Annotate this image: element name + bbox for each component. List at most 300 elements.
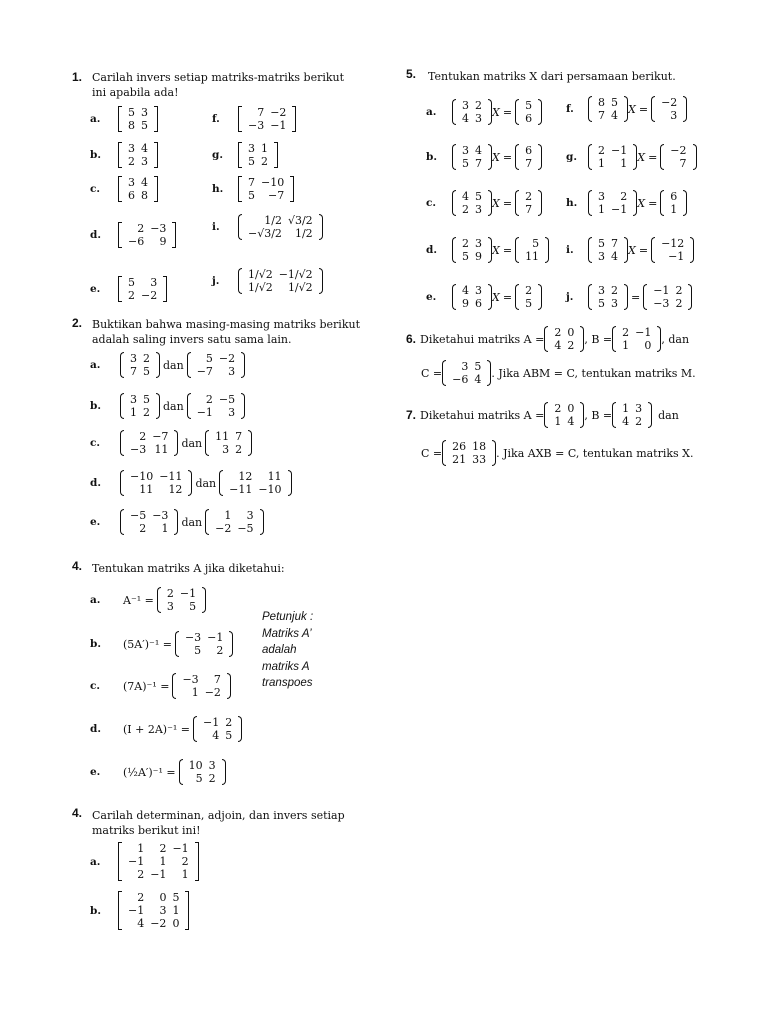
matrix-grid [125, 106, 151, 132]
matrix-row [125, 289, 160, 302]
matrix-entry: 3 [598, 283, 605, 297]
matrix-row [667, 203, 680, 216]
bracket-left [588, 144, 592, 170]
matrix-entry: −2 [204, 685, 221, 699]
matrix-entry: 8 [141, 188, 148, 202]
matrix-grid [459, 237, 485, 263]
matrix-2d-right [219, 470, 291, 496]
matrix-row [125, 842, 192, 855]
matrix-entry: 5 [598, 296, 605, 310]
matrix-row [595, 109, 621, 122]
bracket-left [187, 393, 191, 419]
matrix-entry: 2 [598, 143, 605, 157]
matrix-grid [200, 716, 235, 742]
problem-1h: h. 7 −10 5 −7 [212, 176, 294, 202]
matrix-row [522, 99, 535, 112]
matrix-entry: −1 [611, 143, 628, 157]
matrix-row [182, 644, 226, 657]
bracket-left [205, 430, 209, 456]
matrix-entry: −2 [215, 521, 232, 535]
matrix-grid [459, 144, 485, 170]
bracket-left [238, 214, 242, 240]
matrix-row [164, 587, 199, 600]
matrix-entry: 3 [461, 359, 469, 373]
matrix-row [619, 402, 645, 415]
bracket-left [118, 276, 122, 302]
matrix-grid [125, 142, 151, 168]
matrix-row [650, 297, 685, 310]
matrix-grid [551, 402, 577, 428]
matrix-entry: 21 [452, 452, 467, 466]
matrix-entry: 7 [248, 175, 255, 189]
problem-1e: e. 5 3 2 −2 [90, 276, 167, 302]
problem-5g: g. 2 −1 1 1 X = −2 7 [566, 144, 697, 170]
matrix-entry: 5 [143, 392, 150, 406]
matrix-row [125, 855, 192, 868]
matrix-entry: −5 [237, 521, 254, 535]
matrix-entry: 2 [139, 429, 147, 443]
result-5b [515, 144, 542, 170]
bracket-left [175, 631, 179, 657]
matrix-row [212, 443, 245, 456]
matrix-row [667, 144, 689, 157]
bracket-left [238, 142, 242, 168]
matrix-row [186, 772, 219, 785]
matrix-row [522, 144, 535, 157]
bracket-right [188, 470, 192, 496]
matrix-entry: 4 [462, 189, 469, 203]
matrix-5a [452, 99, 492, 125]
bracket-left [612, 326, 616, 352]
matrix-row [522, 297, 535, 310]
bracket-left [172, 673, 176, 699]
bracket-right [648, 402, 652, 428]
matrix-entry: 2 [675, 296, 683, 310]
matrix-entry: −3 [184, 630, 202, 644]
matrix-entry: −5 [130, 508, 147, 522]
problem-4a-a: a. A⁻¹ = 2 −1 3 5 [90, 587, 206, 613]
bracket-left [120, 470, 124, 496]
bracket-left [118, 222, 122, 248]
problem-4b-b: b. 2 0 5 −1 3 1 4 −2 0 [90, 891, 189, 930]
matrix-row [127, 522, 171, 535]
bracket-left [515, 144, 519, 170]
matrix-grid [459, 284, 485, 310]
matrix-entry: 3 [141, 105, 148, 119]
problem-4a-number: 4. [72, 559, 83, 573]
matrix-entry: 3 [228, 364, 236, 378]
matrix-entry: 5 [195, 771, 203, 785]
matrix-entry: 7 [525, 202, 533, 216]
bracket-left [238, 268, 242, 294]
bracket-right [227, 673, 231, 699]
matrix-grid [245, 106, 289, 132]
matrix-entry: 2 [567, 338, 575, 352]
problem-1i: i. 1/2 √3/2 −√3/2 1/2 [212, 214, 323, 240]
problem-5a: a. 3 2 4 3 X = 5 6 [426, 99, 542, 125]
bracket-left [219, 470, 223, 496]
matrix-row [127, 365, 153, 378]
matrix-entry: −1 [668, 249, 685, 263]
bracket-left [118, 842, 122, 881]
matrix-entry: 6 [525, 111, 533, 125]
problem-4a-d: d. (I + 2A)⁻¹ = −1 2 4 5 [90, 716, 242, 742]
bracket-left [442, 360, 446, 386]
hint-line-4: matriks A [262, 660, 310, 673]
bracket-right [156, 352, 160, 378]
matrix-row [245, 176, 287, 189]
matrix-grid [595, 190, 630, 216]
bracket-right [319, 214, 323, 240]
matrix-entry: 2 [611, 283, 618, 297]
matrix-entry: 11 [215, 429, 230, 443]
matrix-row [127, 406, 153, 419]
matrix-grid [522, 237, 542, 263]
matrix-7-C [442, 440, 496, 466]
matrix-row [522, 250, 542, 263]
matrix-entry: 9 [462, 296, 469, 310]
matrix-grid [194, 352, 238, 378]
problem-4b-line-1: Carilah determinan, adjoin, dan invers setiap [92, 809, 345, 822]
matrix-entry: 1 [622, 401, 630, 415]
matrix-grid [595, 284, 621, 310]
hint-line-3: adalah [262, 644, 297, 656]
matrix-grid [182, 631, 226, 657]
matrix-grid [522, 190, 535, 216]
matrix-1a [118, 106, 158, 132]
problem-7-number: 7. [406, 408, 417, 422]
matrix-entry: −5 [218, 392, 236, 406]
problem-6-number: 6. [406, 332, 417, 346]
matrix-entry: −12 [661, 236, 685, 250]
bracket-right [154, 142, 158, 168]
matrix-grid [658, 96, 680, 122]
matrix-row [194, 393, 238, 406]
matrix-4a-d [193, 716, 242, 742]
matrix-grid [245, 176, 287, 202]
matrix-entry: 2 [462, 202, 469, 216]
matrix-entry: 2 [462, 236, 469, 250]
matrix-entry: −7 [152, 429, 169, 443]
problem-1b: b. 3 4 2 3 [90, 142, 158, 168]
matrix-entry: 3 [475, 283, 482, 297]
bracket-left [612, 402, 616, 428]
matrix-row [459, 190, 485, 203]
matrix-row [245, 119, 289, 132]
matrix-entry: 5 [143, 364, 150, 378]
matrix-entry: 10 [188, 758, 203, 772]
matrix-row [125, 119, 151, 132]
matrix-entry: 2 [216, 643, 224, 657]
matrix-entry: 3 [130, 392, 137, 406]
matrix-grid [667, 144, 689, 170]
matrix-entry: 2 [675, 283, 683, 297]
matrix-entry: 5 [474, 359, 482, 373]
bracket-right [690, 237, 694, 263]
matrix-row [522, 203, 535, 216]
matrix-1d [118, 222, 176, 248]
matrix-entry: 6 [525, 143, 533, 157]
matrix-grid [459, 99, 485, 125]
matrix-row [449, 373, 484, 386]
matrix-5e [452, 284, 492, 310]
matrix-grid [186, 759, 219, 785]
matrix-2c-right [205, 430, 252, 456]
matrix-2b-left [120, 393, 160, 419]
matrix-entry: 4 [622, 414, 630, 428]
matrix-row [522, 157, 535, 170]
hint-line-2: Matriks A’ [262, 627, 312, 640]
matrix-entry: 2 [137, 221, 145, 235]
result-5c [515, 190, 542, 216]
bracket-right [195, 842, 199, 881]
matrix-entry: √3/2 [287, 213, 313, 227]
matrix-row [459, 203, 485, 216]
matrix-5h [588, 190, 637, 216]
matrix-grid [179, 673, 223, 699]
matrix-entry: 3 [130, 351, 137, 365]
matrix-entry: 3 [208, 758, 216, 772]
matrix-entry: −3 [653, 296, 670, 310]
matrix-entry: 2 [554, 325, 562, 339]
matrix-1e [118, 276, 167, 302]
matrix-row [125, 106, 151, 119]
bracket-left [179, 759, 183, 785]
matrix-entry: 3 [159, 903, 167, 917]
matrix-entry: 1 [130, 405, 137, 419]
matrix-grid [125, 222, 169, 248]
matrix-entry: 3 [475, 202, 482, 216]
matrix-entry: 12 [238, 469, 253, 483]
matrix-entry: 1 [554, 414, 562, 428]
bracket-left [452, 190, 456, 216]
bracket-right [156, 393, 160, 419]
matrix-row [658, 250, 687, 263]
matrix-entry: 2 [620, 189, 628, 203]
matrix-row [186, 759, 219, 772]
bracket-right [172, 222, 176, 248]
matrix-entry: 7 [130, 364, 137, 378]
matrix-row [125, 176, 151, 189]
bracket-right [174, 430, 178, 456]
matrix-entry: 2 [554, 401, 562, 415]
matrix-entry: 2 [139, 521, 147, 535]
matrix-entry: 4 [462, 111, 469, 125]
matrix-entry: 8 [128, 118, 135, 132]
matrix-grid [245, 268, 316, 294]
bracket-left [120, 430, 124, 456]
matrix-entry: −3 [152, 508, 169, 522]
bracket-left [515, 237, 519, 263]
matrix-grid [127, 509, 171, 535]
matrix-entry: 2 [208, 771, 216, 785]
matrix-entry: 18 [472, 439, 487, 453]
bracket-left [515, 99, 519, 125]
matrix-entry: −1 [150, 867, 167, 881]
bracket-right [538, 190, 542, 216]
hint-note [262, 609, 313, 692]
bracket-left [643, 284, 647, 310]
matrix-entry: −3 [182, 672, 199, 686]
bracket-left [118, 176, 122, 202]
matrix-entry: 3 [462, 98, 469, 112]
matrix-entry: 5 [475, 189, 482, 203]
matrix-row [595, 250, 621, 263]
matrix-entry: 33 [472, 452, 487, 466]
matrix-grid [551, 326, 577, 352]
matrix-row [125, 904, 182, 917]
matrix-row [459, 284, 485, 297]
matrix-grid [522, 99, 535, 125]
matrix-row [125, 189, 151, 202]
matrix-entry: 1 [191, 685, 199, 699]
bracket-left [544, 326, 548, 352]
matrix-entry: 4 [611, 108, 618, 122]
matrix-grid [658, 237, 687, 263]
matrix-4a-e [179, 759, 226, 785]
matrix-entry: 3 [128, 141, 135, 155]
bracket-left [238, 176, 242, 202]
matrix-row [619, 415, 645, 428]
matrix-row [667, 157, 689, 170]
matrix-entry: 4 [141, 175, 148, 189]
problem-1g: g. 3 1 5 2 [212, 142, 278, 168]
result-5h [660, 190, 687, 216]
bracket-right [538, 144, 542, 170]
bracket-right [202, 587, 206, 613]
matrix-4a-b [175, 631, 233, 657]
bracket-left [120, 352, 124, 378]
bracket-right [222, 759, 226, 785]
matrix-row [658, 237, 687, 250]
bracket-left [660, 190, 664, 216]
matrix-grid [595, 237, 621, 263]
matrix-row [127, 443, 171, 456]
matrix-row [245, 142, 271, 155]
matrix-row [619, 339, 654, 352]
matrix-grid [226, 470, 284, 496]
matrix-entry: 9 [475, 249, 482, 263]
matrix-entry: 1/2 [294, 226, 313, 240]
result-5d [515, 237, 549, 263]
matrix-entry: 26 [452, 439, 467, 453]
matrix-entry: −10 [258, 482, 282, 496]
matrix-grid [245, 142, 271, 168]
problem-4b-line-2: matriks berikut ini! [92, 824, 201, 837]
matrix-grid [449, 440, 489, 466]
matrix-row [164, 600, 199, 613]
matrix-row [449, 360, 484, 373]
matrix-row [125, 142, 151, 155]
matrix-entry: −2 [141, 288, 158, 302]
matrix-entry: −1 [203, 715, 220, 729]
matrix-row [522, 284, 535, 297]
problem-1c: c. 3 4 6 8 [90, 176, 158, 202]
bracket-right [248, 430, 252, 456]
matrix-5f [588, 96, 628, 122]
bracket-left [588, 237, 592, 263]
matrix-entry: −1/√2 [278, 267, 313, 281]
matrix-row [449, 453, 489, 466]
bracket-right [241, 393, 245, 419]
matrix-entry: 1 [598, 156, 605, 170]
matrix-entry: 0 [567, 401, 575, 415]
matrix-row [127, 393, 153, 406]
matrix-entry: 1 [161, 521, 169, 535]
result-5a [515, 99, 542, 125]
matrix-entry: 1 [620, 156, 628, 170]
matrix-4a-c [172, 673, 230, 699]
matrix-1b [118, 142, 158, 168]
matrix-entry: 5 [248, 188, 255, 202]
matrix-entry: 7 [475, 156, 482, 170]
matrix-entry: 2 [622, 325, 630, 339]
matrix-4b-a [118, 842, 199, 881]
matrix-entry: −2 [270, 105, 287, 119]
matrix-entry: 1 [670, 202, 678, 216]
matrix-row [595, 157, 630, 170]
problem-4a-c: c. (7A)⁻¹ = −3 7 1 −2 [90, 673, 231, 699]
matrix-entry: 7 [235, 429, 243, 443]
bracket-right [545, 237, 549, 263]
matrix-entry: 2 [159, 841, 167, 855]
bracket-left [120, 509, 124, 535]
matrix-entry: 9 [159, 234, 167, 248]
matrix-entry: 3 [166, 599, 174, 613]
bracket-right [274, 142, 278, 168]
matrix-entry: −2 [218, 351, 236, 365]
matrix-entry: 1 [261, 141, 268, 155]
result-5i [651, 237, 694, 263]
bracket-left [193, 716, 197, 742]
problem-2e: e. −5 −3 2 1 dan 1 3 −2 −5 [90, 509, 264, 535]
matrix-row [125, 222, 169, 235]
matrix-row [127, 483, 185, 496]
matrix-2b-right [187, 393, 245, 419]
matrix-entry: 3 [141, 154, 148, 168]
matrix-2d-left [120, 470, 192, 496]
matrix-row [179, 673, 223, 686]
matrix-grid [522, 144, 535, 170]
matrix-row [551, 402, 577, 415]
matrix-row [595, 144, 630, 157]
matrix-row [449, 440, 489, 453]
matrix-grid [212, 430, 245, 456]
matrix-grid [595, 96, 621, 122]
matrix-entry: −6 [452, 372, 469, 386]
problem-5e: e. 4 3 9 6 X = 2 5 [426, 284, 542, 310]
matrix-entry: 0 [567, 325, 575, 339]
matrix-entry: 2 [128, 288, 135, 302]
matrix-entry: 4 [611, 249, 618, 263]
matrix-entry: 2 [525, 189, 533, 203]
problem-4a-e: e. (½A′)⁻¹ = 10 3 5 2 [90, 759, 226, 785]
matrix-entry: 2 [525, 283, 533, 297]
bracket-right [154, 106, 158, 132]
matrix-row [212, 509, 256, 522]
matrix-row [595, 96, 621, 109]
bracket-left [452, 284, 456, 310]
matrix-grid [127, 393, 153, 419]
problem-6-row-1: 6. Diketahui matriks A = 2 0 4 2 , B = 2 −1 1 0 , dan [406, 325, 690, 352]
matrix-entry: −10 [130, 469, 154, 483]
bracket-left [205, 509, 209, 535]
matrix-row [459, 297, 485, 310]
matrix-row [658, 109, 680, 122]
matrix-row [179, 686, 223, 699]
matrix-entry: −3 [150, 221, 167, 235]
bracket-right [538, 99, 542, 125]
